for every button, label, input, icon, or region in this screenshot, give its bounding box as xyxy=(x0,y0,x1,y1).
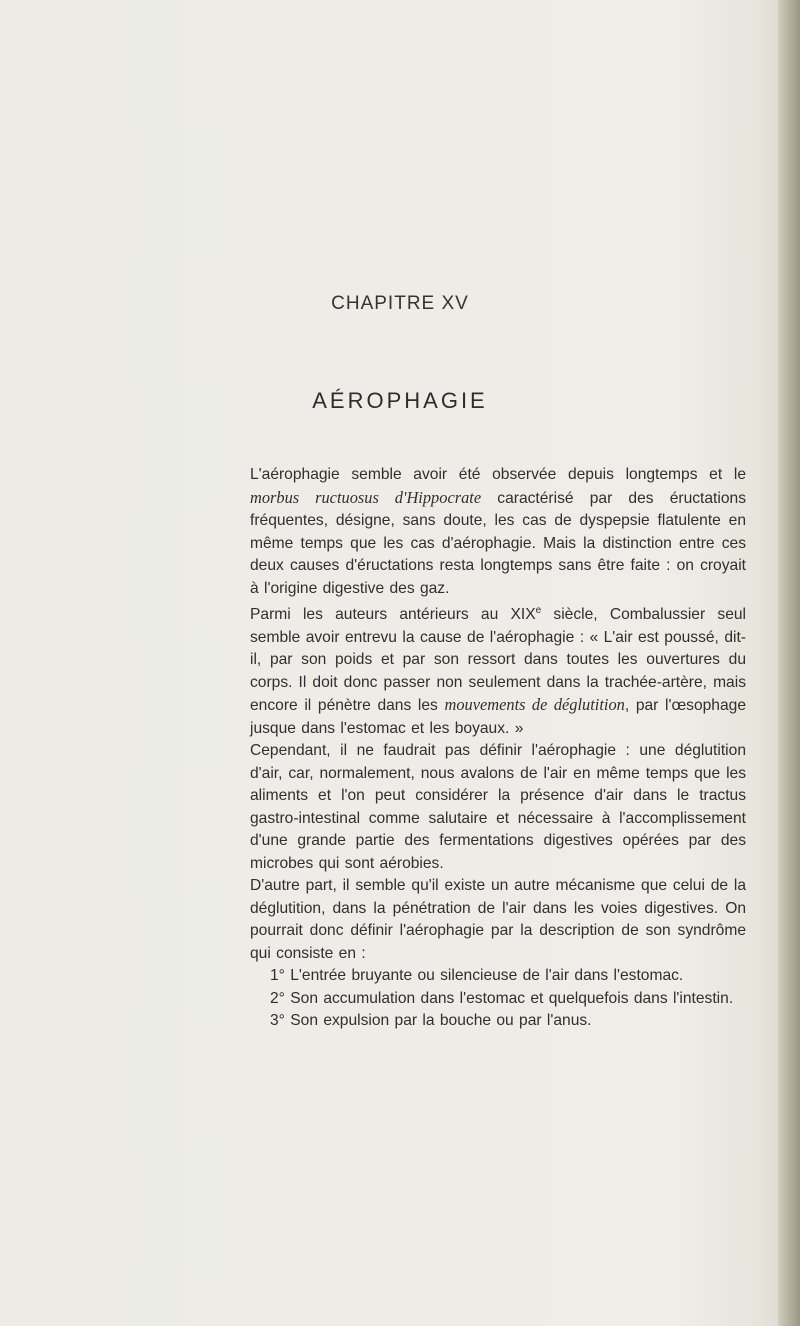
text-run: siècle, Combalussier seul semble avoir entrevu la cause de l'aérophagie : « L'air est poussé, dit-il, par son poids et par son ressort dans toutes les ouvertures du corps. Il doit donc passer non seulement dans la trachée-artère, mais encore il pénètre dans les xyxy=(250,606,746,715)
paragraph-4: D'autre part, il semble qu'il existe un autre mécanisme que celui de la déglutition, dans la pénétration de l'air dans les voies digestives. On pourrait donc définir l'aérophagie par la description de son syndrôme qui consiste en : xyxy=(250,877,746,962)
chapter-title: AÉROPHAGIE xyxy=(312,388,488,413)
list-item: 1° L'entrée bruyante ou silencieuse de l'air dans l'estomac. xyxy=(270,967,684,985)
paragraph-3: Cependant, il ne faudrait pas définir l'aérophagie : une déglutition d'air, car, normalement, nous avalons de l'air en même temps que les aliments et l'on peut considérer la présence d'air dans le tractus gastro-intestinal comme salutaire et nécessaire à l'accomplissement d'une grande partie des fermentations digestives opérées par des microbes qui sont aérobies. xyxy=(250,742,746,872)
italic-run: mouvements de déglutition xyxy=(444,695,625,715)
page-edge-shadow xyxy=(778,0,800,1326)
text-run: Parmi les auteurs antérieurs au XIX xyxy=(250,606,536,624)
paragraph-1 xyxy=(250,464,746,600)
text-run: caractérisé par des éructations fréquentes, désigne, sans doute, les cas de dyspepsie flatulente en même temps que les cas d'aérophagie. Mais la distinction entre ces deux causes d'éructations resta longtemps sans être faite : on croyait à l'origine digestive des gaz. xyxy=(250,489,746,597)
superscript: e xyxy=(535,605,542,616)
paragraph-2 xyxy=(250,600,746,740)
list-item: 3° Son expulsion par la bouche ou par l'anus. xyxy=(270,1012,592,1030)
chapter-heading: CHAPITRE XV xyxy=(331,293,469,314)
text-run: L'aérophagie semble avoir été observée depuis longtemps et le xyxy=(250,466,746,483)
italic-run: morbus ructuosus d'Hippocrate xyxy=(250,487,482,507)
list-item: 2° Son accumulation dans l'estomac et quelquefois dans l'intestin. xyxy=(270,989,734,1007)
body-text xyxy=(250,464,746,1033)
text-run: , par l'œsophage jusque dans l'estomac et les boyaux. » xyxy=(250,697,747,737)
